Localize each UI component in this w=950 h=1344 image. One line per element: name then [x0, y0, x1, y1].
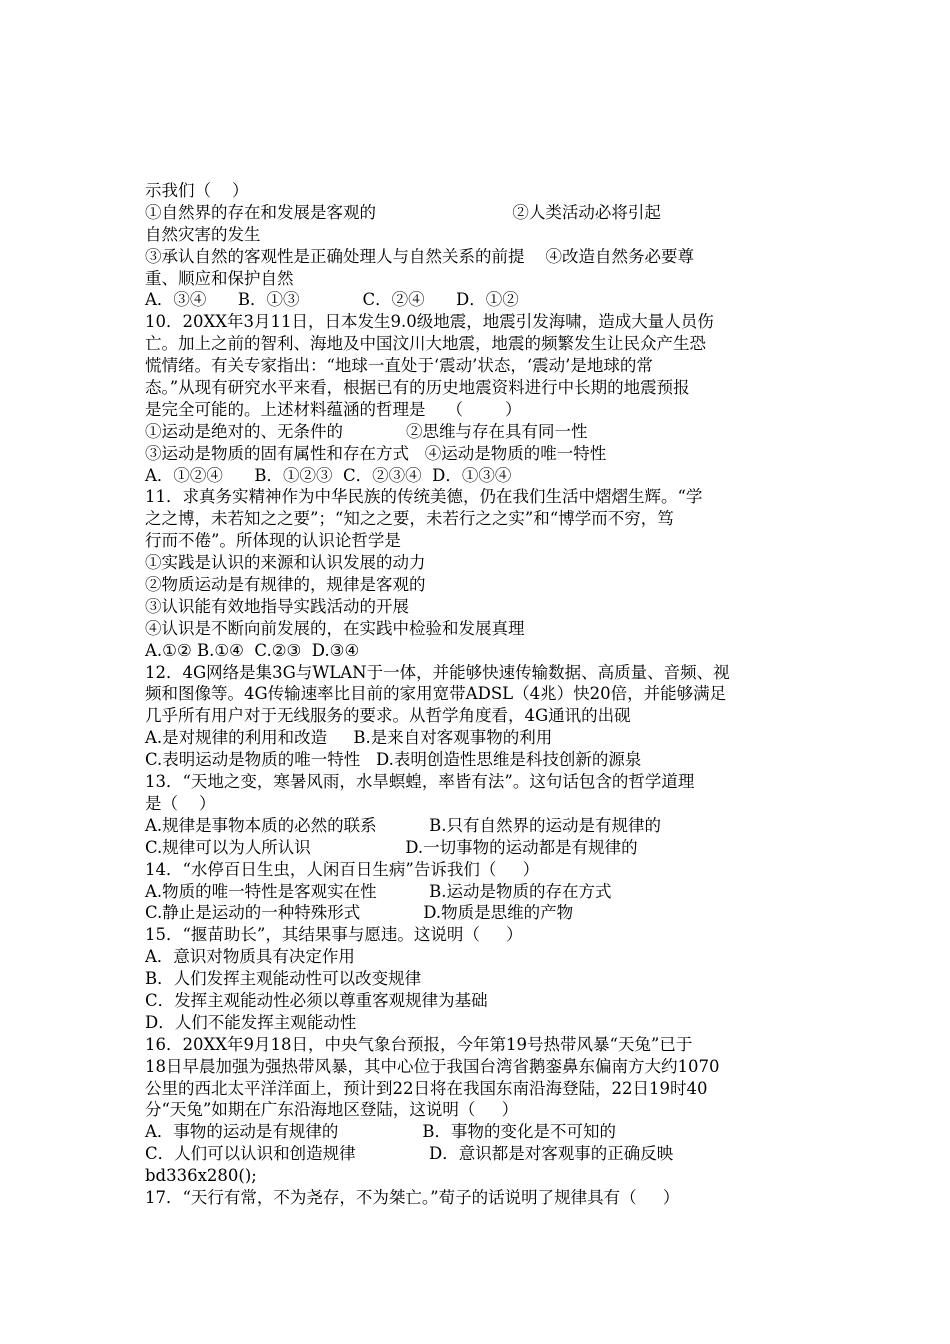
text-line: 亡。加上之前的智利、海地及中国汶川大地震，地震的频繁发生让民众产生恐 — [145, 334, 706, 354]
text-line: ①实践是认识的来源和认识发展的动力 — [145, 553, 426, 573]
text-line: 18日早晨加强为强热带风暴，其中心位于我国台湾省鹅銮鼻东偏南方大约1070 — [145, 1056, 720, 1076]
text-line: 自然灾害的发生 — [145, 224, 261, 244]
question-12: 12．4G网络是集3G与WLAN于一体，并能够快速传输数据、高质量、音频、视 — [145, 662, 730, 682]
text-line: ③认识能有效地指导实践活动的开展 — [145, 596, 409, 616]
question-10: 10．20XX年3月11日，日本发生9.0级地震，地震引发海啸，造成大量人员伤 — [145, 312, 714, 332]
answer-option: D．人们不能发挥主观能动性 — [145, 1012, 357, 1032]
text-line: 公里的西北太平洋洋面上，预计到22日将在我国东南沿海登陆，22日19时40 — [145, 1078, 708, 1098]
answer-options: C.表明运动是物质的唯一特性 D.表明创造性思维是科技创新的源泉 — [145, 750, 642, 770]
answer-options: A.规律是事物本质的必然的联系 B.只有自然界的运动是有规律的 — [145, 815, 661, 835]
answer-options: A．事物的运动是有规律的 B．事物的变化是不可知的 — [145, 1122, 616, 1142]
text-line: ②物质运动是有规律的，规律是客观的 — [145, 575, 426, 595]
text-line: ①运动是绝对的、无条件的 ②思维与存在具有同一性 — [145, 421, 588, 441]
answer-options: C.规律可以为人所认识 D.一切事物的运动都是有规律的 — [145, 837, 638, 857]
document-body — [145, 180, 805, 1209]
text-line: ④认识是不断向前发展的，在实践中检验和发展真理 — [145, 618, 525, 638]
answer-option: C．发挥主观能动性必须以尊重客观规律为基础 — [145, 990, 488, 1010]
answer-options: C.静止是运动的一种特殊形式 D.物质是思维的产物 — [145, 903, 574, 923]
answer-options: A．③④ B．①③ C．②④ D．①② — [145, 290, 519, 310]
answer-option: A．意识对物质具有决定作用 — [145, 947, 355, 967]
text-line: 是（ ） — [145, 793, 216, 813]
answer-option: B．人们发挥主观能动性可以改变规律 — [145, 969, 422, 989]
text-line: 态。”从现有研究水平来看，根据已有的历史地震资料进行中长期的地震预报 — [145, 378, 690, 398]
text-line: ③承认自然的客观性是正确处理人与自然关系的前提 ④改造自然务必要尊 — [145, 246, 694, 266]
answer-options: A．①②④ B．①②③ C．②③④ D．①③④ — [145, 465, 512, 485]
text-line: 之之博，未若知之之要”；“知之之要，未若行之之实”和“博学而不穷，笃 — [145, 509, 674, 529]
text-line: 几乎所有用户对于无线服务的要求。从哲学角度看，4G通讯的出砚 — [145, 706, 631, 726]
answer-options: A.是对规律的利用和改造 B.是来自对客观事物的利用 — [145, 728, 553, 748]
text-line: 慌情绪。有关专家指出：“地球一直处于‘震动’状态，‘震动’是地球的常 — [145, 356, 653, 376]
text-line: 是完全可能的。上述材料蕴涵的哲理是 （ ） — [145, 399, 522, 419]
text-line: 行而不倦”。所体现的认识论哲学是 — [145, 531, 401, 551]
answer-options: C．人们可以认识和创造规律 D．意识都是对客观事的正确反映 — [145, 1144, 674, 1164]
answer-options: A.物质的唯一特性是客观实在性 B.运动是物质的存在方式 — [145, 881, 612, 901]
question-15: 15．“揠苗助长”，其结果事与愿违。这说明（ ） — [145, 925, 523, 945]
answer-options: A.①② B.①④ C.②③ D.③④ — [145, 640, 360, 660]
text-line: ③运动是物质的固有属性和存在方式 ④运动是物质的唯一特性 — [145, 443, 607, 463]
text-line: 重、顺应和保护自然 — [145, 268, 294, 288]
text-line: 频和图像等。4G传输速率比目前的家用宽带ADSL（4兆）快20倍，并能够满足 — [145, 684, 727, 704]
question-16: 16．20XX年9月18日，中央气象台预报，今年第19号热带风暴“天兔”已于 — [145, 1034, 693, 1054]
text-line: 示我们（ ） — [145, 181, 249, 200]
question-14: 14．“水停百日生虫，人闲百日生病”告诉我们（ ） — [145, 859, 540, 879]
question-13: 13．“天地之变，寒暑风雨，水旱螟蝗，率皆有法”。这句话包含的哲学道理 — [145, 772, 695, 792]
text-line: 分“天兔”如期在广东沿海地区登陆，这说明（ ） — [145, 1100, 519, 1120]
question-11: 11．求真务实精神作为中华民族的传统美德，仍在我们生活中熠熠生辉。“学 — [145, 487, 703, 507]
script-artifact-text: bd336x280(); — [145, 1166, 257, 1186]
text-line: ①自然界的存在和发展是客观的 ②人类活动必将引起 — [145, 202, 661, 222]
question-17: 17．“天行有常，不为尧存，不为桀亡。”荀子的话说明了规律具有（ ） — [145, 1187, 680, 1207]
